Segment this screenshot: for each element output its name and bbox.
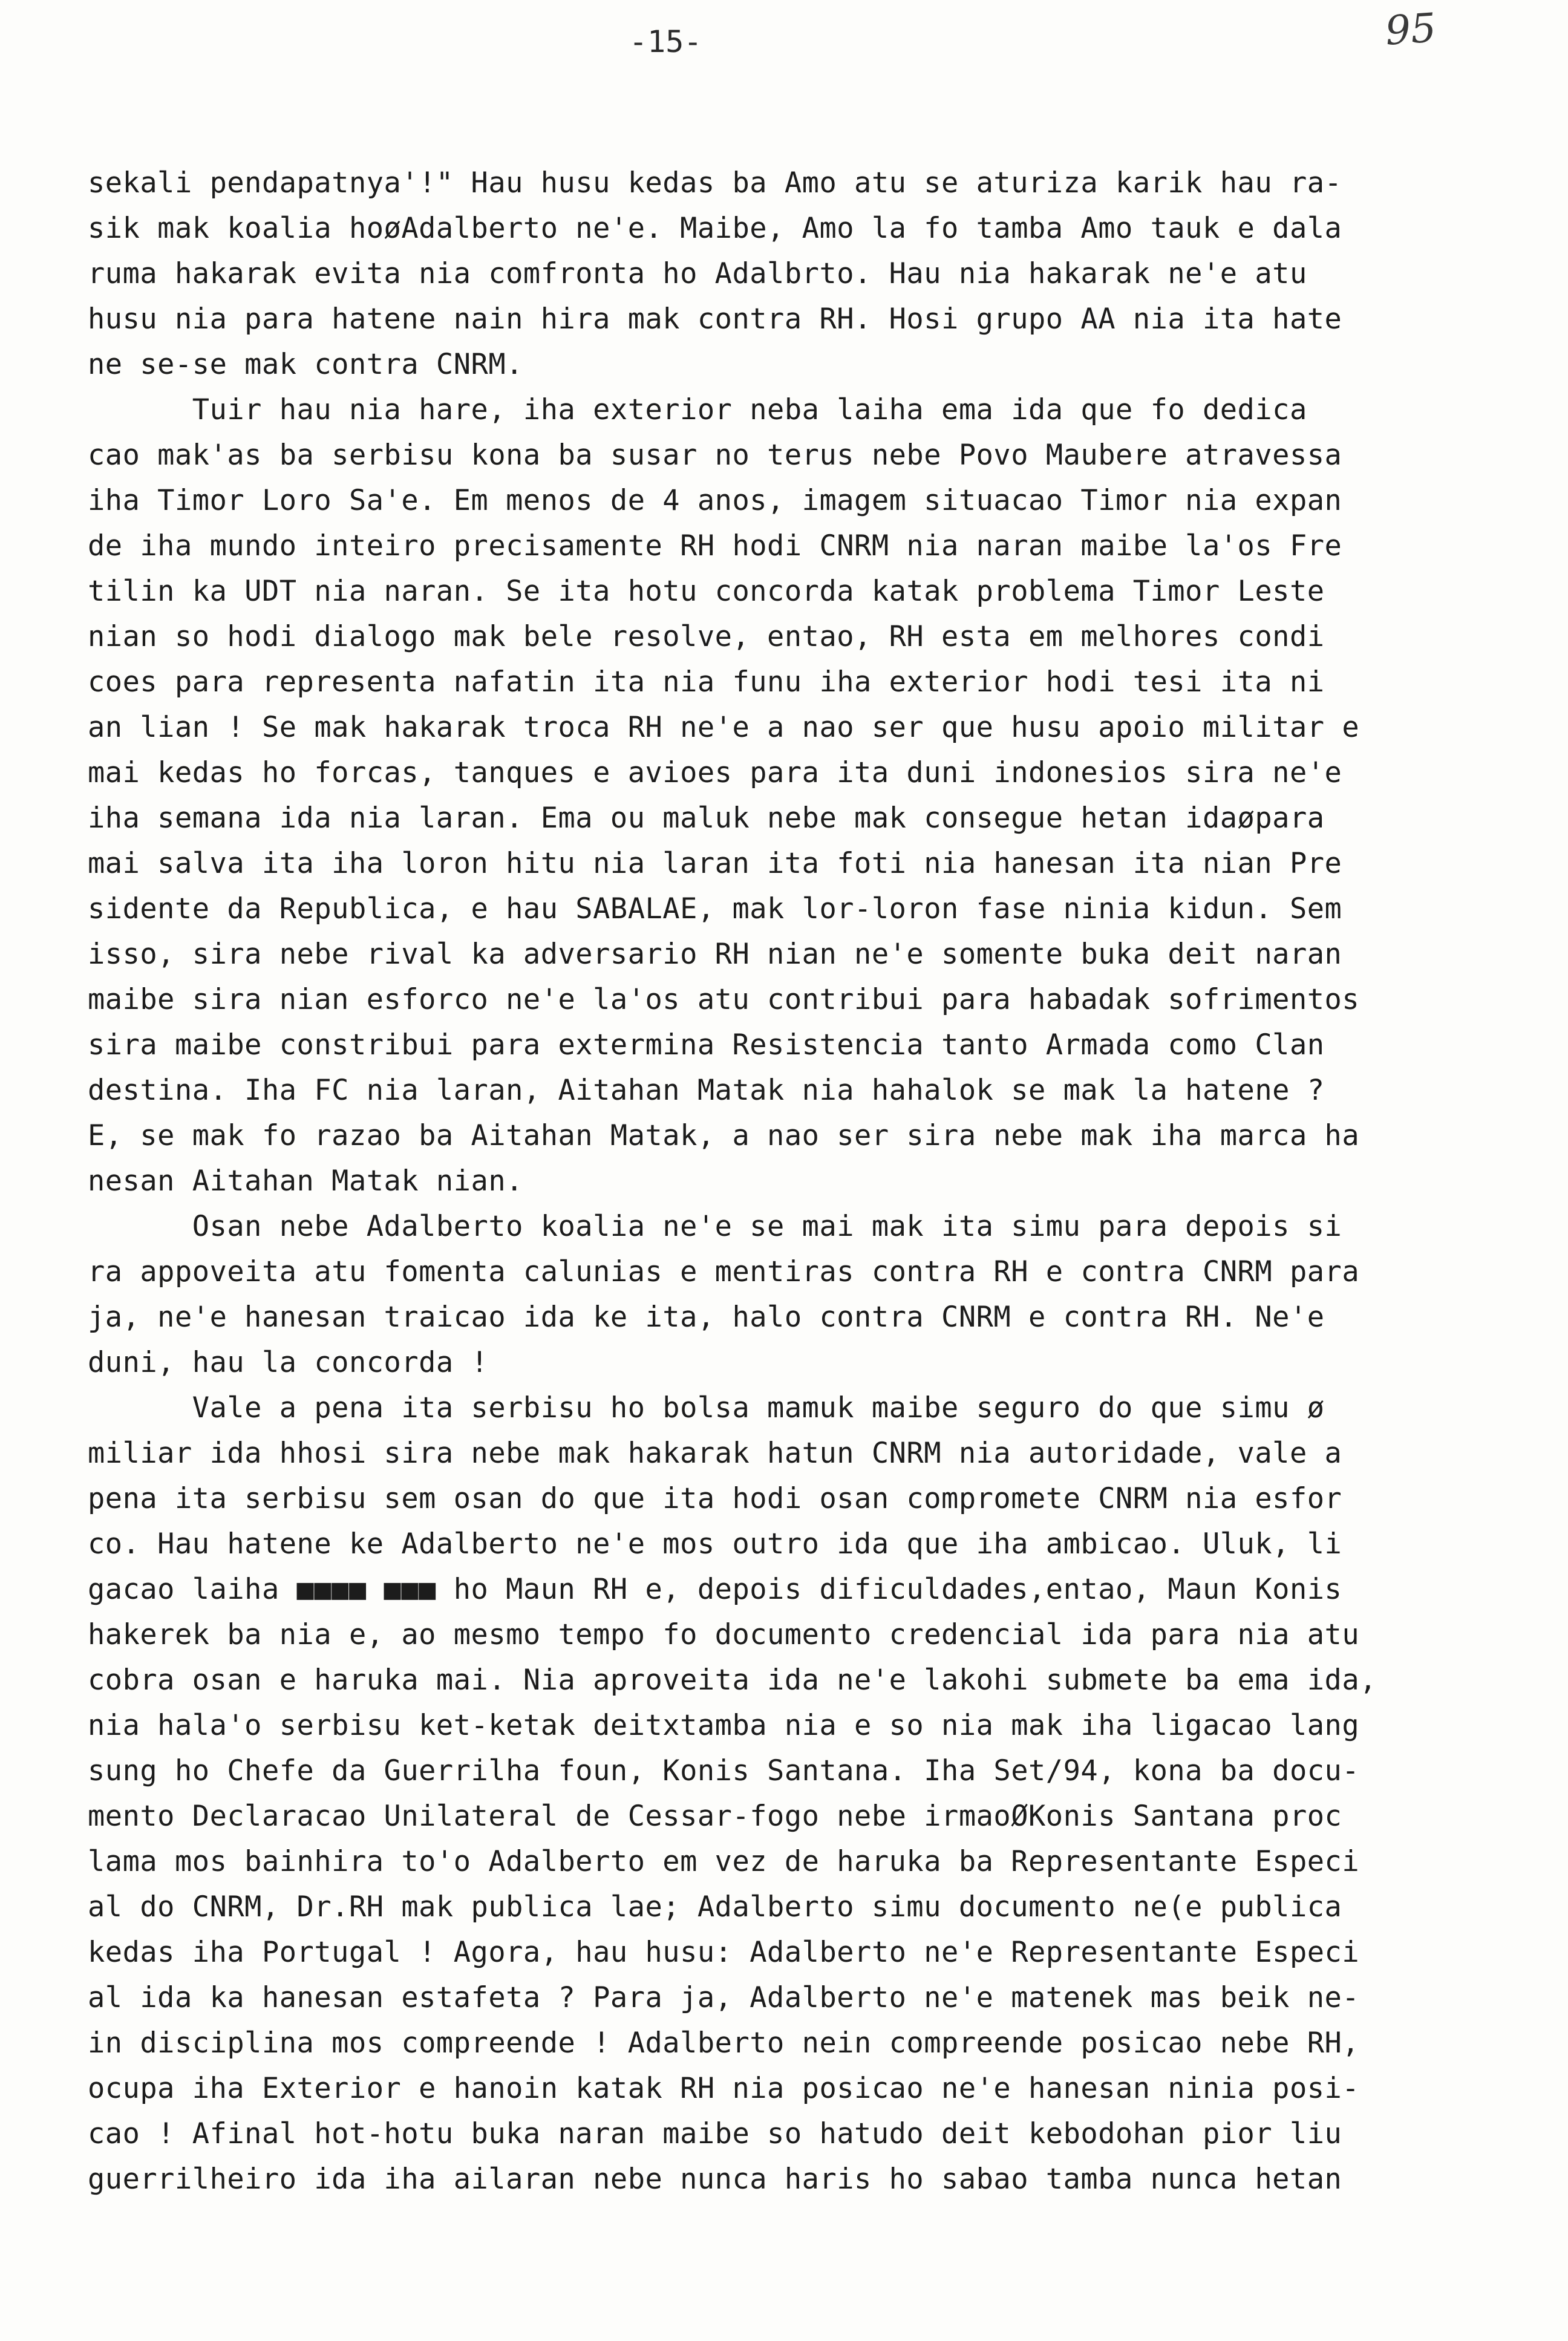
text-line: gacao laiha ■■■■ ■■■ ho Maun RH e, depois dificuldades,entao, Maun Konis bbox=[88, 1573, 1342, 1606]
text-line: cao mak'as ba serbisu kona ba susar no terus nebe Povo Maubere atravessa bbox=[88, 439, 1342, 472]
text-line: Vale a pena ita serbisu ho bolsa mamuk maibe seguro do que simu ø bbox=[88, 1391, 1325, 1425]
text-line: pena ita serbisu sem osan do que ita hodi osan compromete CNRM nia esfor bbox=[88, 1482, 1342, 1515]
text-line: iha Timor Loro Sa'e. Em menos de 4 anos, imagem situacao Timor nia expan bbox=[88, 484, 1342, 517]
text-line: sidente da Republica, e hau SABALAE, mak lor-loron fase ninia kidun. Sem bbox=[88, 892, 1342, 926]
text-line: tilin ka UDT nia naran. Se ita hotu concorda katak problema Timor Leste bbox=[88, 575, 1325, 608]
text-line: iha semana ida nia laran. Ema ou maluk nebe mak consegue hetan idaøpara bbox=[88, 802, 1325, 835]
text-line: al ida ka hanesan estafeta ? Para ja, Adalberto ne'e matenek mas beik ne- bbox=[88, 1981, 1360, 2014]
text-line: lama mos bainhira to'o Adalberto em vez de haruka ba Representante Especi bbox=[88, 1845, 1360, 1878]
text-line: Osan nebe Adalberto koalia ne'e se mai mak ita simu para depois si bbox=[88, 1210, 1342, 1243]
text-line: mai kedas ho forcas, tanques e avioes para ita duni indonesios sira ne'e bbox=[88, 756, 1342, 789]
text-line: guerrilheiro ida iha ailaran nebe nunca haris ho sabao tamba nunca hetan bbox=[88, 2163, 1342, 2196]
text-line: miliar ida hhosi sira nebe mak hakarak hatun CNRM nia autoridade, vale a bbox=[88, 1437, 1342, 1470]
text-line: E, se mak fo razao ba Aitahan Matak, a nao ser sira nebe mak iha marca ha bbox=[88, 1119, 1360, 1152]
text-line: nia hala'o serbisu ket-ketak deitxtamba nia e so nia mak iha ligacao lang bbox=[88, 1709, 1360, 1742]
text-line: sira maibe constribui para extermina Resistencia tanto Armada como Clan bbox=[88, 1028, 1325, 1062]
text-line: ruma hakarak evita nia comfronta ho Adalbrto. Hau nia hakarak ne'e atu bbox=[88, 257, 1307, 290]
text-line: husu nia para hatene nain hira mak contra RH. Hosi grupo AA nia ita hate bbox=[88, 302, 1342, 336]
text-line: maibe sira nian esforco ne'e la'os atu contribui para habadak sofrimentos bbox=[88, 983, 1360, 1016]
text-line: isso, sira nebe rival ka adversario RH nian ne'e somente buka deit naran bbox=[88, 938, 1342, 971]
text-line: ra appoveita atu fomenta calunias e mentiras contra RH e contra CNRM para bbox=[88, 1255, 1360, 1288]
handwritten-folio-number: 95 bbox=[1383, 4, 1438, 54]
text-line: mai salva ita iha loron hitu nia laran ita foti nia hanesan ita nian Pre bbox=[88, 847, 1342, 880]
text-line: mento Declaracao Unilateral de Cessar-fogo nebe irmaoØKonis Santana proc bbox=[88, 1800, 1342, 1833]
text-line: al do CNRM, Dr.RH mak publica lae; Adalberto simu documento ne(e publica bbox=[88, 1890, 1342, 1924]
text-line: de iha mundo inteiro precisamente RH hodi CNRM nia naran maibe la'os Fre bbox=[88, 529, 1342, 563]
page-number: -15- bbox=[629, 24, 702, 59]
text-line: hakerek ba nia e, ao mesmo tempo fo documento credencial ida para nia atu bbox=[88, 1618, 1360, 1651]
typewritten-body bbox=[88, 160, 1485, 2202]
text-line: kedas iha Portugal ! Agora, hau husu: Adalberto ne'e Representante Especi bbox=[88, 1936, 1360, 1969]
text-line: sik mak koalia hoøAdalberto ne'e. Maibe, Amo la fo tamba Amo tauk e dala bbox=[88, 212, 1342, 245]
text-line: destina. Iha FC nia laran, Aitahan Matak nia hahalok se mak la hatene ? bbox=[88, 1074, 1325, 1107]
text-line: ne se-se mak contra CNRM. bbox=[88, 348, 523, 381]
text-line: duni, hau la concorda ! bbox=[88, 1346, 489, 1379]
text-line: nian so hodi dialogo mak bele resolve, entao, RH esta em melhores condi bbox=[88, 620, 1325, 653]
text-line: sung ho Chefe da Guerrilha foun, Konis Santana. Iha Set/94, kona ba docu- bbox=[88, 1754, 1360, 1788]
text-line: Tuir hau nia hare, iha exterior neba laiha ema ida que fo dedica bbox=[88, 393, 1307, 426]
text-line: co. Hau hatene ke Adalberto ne'e mos outro ida que iha ambicao. Uluk, li bbox=[88, 1527, 1342, 1561]
text-line: cobra osan e haruka mai. Nia aproveita ida ne'e lakohi submete ba ema ida, bbox=[88, 1664, 1377, 1697]
text-line: cao ! Afinal hot-hotu buka naran maibe so hatudo deit kebodohan pior liu bbox=[88, 2117, 1342, 2150]
text-line: ocupa iha Exterior e hanoin katak RH nia posicao ne'e hanesan ninia posi- bbox=[88, 2072, 1360, 2105]
text-line: coes para representa nafatin ita nia funu iha exterior hodi tesi ita ni bbox=[88, 665, 1325, 699]
text-line: an lian ! Se mak hakarak troca RH ne'e a nao ser que husu apoio militar e bbox=[88, 711, 1360, 744]
text-line: sekali pendapatnya'!" Hau husu kedas ba Amo atu se aturiza karik hau ra- bbox=[88, 166, 1342, 200]
text-line: in disciplina mos compreende ! Adalberto nein compreende posicao nebe RH, bbox=[88, 2026, 1360, 2060]
text-line: nesan Aitahan Matak nian. bbox=[88, 1164, 523, 1198]
text-line: ja, ne'e hanesan traicao ida ke ita, halo contra CNRM e contra RH. Ne'e bbox=[88, 1301, 1325, 1334]
